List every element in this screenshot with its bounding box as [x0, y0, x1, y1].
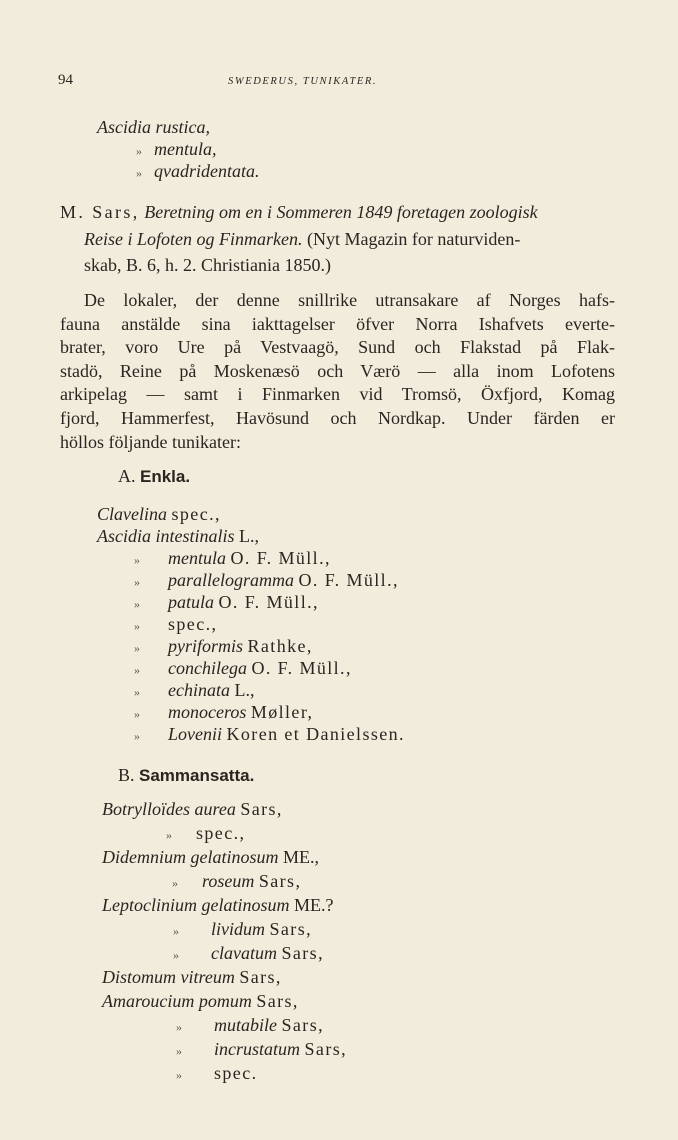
ditto-mark: » — [134, 707, 140, 721]
ditto-mark: » — [172, 876, 178, 890]
species-entry: » pyriformis Rathke, — [134, 635, 313, 659]
species-entry: » patula O. F. Müll., — [134, 591, 319, 615]
species-entry: Leptoclinium gelatinosum ME.? — [102, 895, 334, 915]
ditto-mark: » — [166, 828, 172, 842]
ditto-mark: » — [134, 685, 140, 699]
species-entry: » Lovenii Koren et Danielssen. — [134, 723, 405, 747]
reference-line-2: Reise i Lofoten og Finmarken. (Nyt Magazin for naturviden- — [84, 229, 521, 249]
species-entry: Didemnium gelatinosum ME., — [102, 847, 319, 867]
section-a-heading: A. Enkla. — [118, 466, 191, 486]
ditto-mark: » — [134, 575, 140, 589]
species-entry: » lividum Sars, — [173, 918, 312, 942]
species-entry: » conchilega O. F. Müll., — [134, 657, 352, 681]
reference-line-3: skab, B. 6, h. 2. Christiania 1850.) — [84, 255, 331, 275]
ditto-mark: » — [134, 663, 140, 677]
ditto-mark: » — [176, 1068, 182, 1082]
page-number: 94 — [58, 72, 73, 88]
species-entry: » spec. — [176, 1062, 257, 1086]
ditto-mark: » — [173, 924, 179, 938]
species-entry: » monoceros Møller, — [134, 701, 313, 725]
reference-author: M. Sars, — [60, 202, 140, 222]
species-entry: » incrustatum Sars, — [176, 1038, 347, 1062]
top-list-item: Ascidia rustica, — [97, 117, 210, 137]
section-b-heading: B. Sammansatta. — [118, 765, 255, 785]
ditto-mark: » — [134, 619, 140, 633]
ditto-mark: » — [134, 553, 140, 567]
species-entry: Clavelina spec., — [97, 504, 221, 524]
running-title: SWEDERUS, TUNIKATER. — [228, 76, 378, 87]
species-entry: Botrylloïdes aurea Sars, — [102, 799, 283, 819]
species-entry: » mentula O. F. Müll., — [134, 547, 331, 571]
ditto-mark: » — [134, 729, 140, 743]
species-entry: Ascidia intestinalis L., — [97, 526, 259, 546]
species-entry: » echinata L., — [134, 679, 254, 703]
reference-title: Beretning om en i Sommeren 1849 foretagen zoologisk — [144, 202, 538, 222]
species-entry: » roseum Sars, — [172, 870, 301, 894]
top-list-item: » mentula, — [136, 138, 217, 162]
species-entry: » spec., — [166, 822, 245, 846]
top-list-item: » qvadridentata. — [136, 160, 260, 184]
ditto-mark: » — [176, 1020, 182, 1034]
ditto-mark: » — [136, 166, 142, 180]
ditto-mark: » — [134, 641, 140, 655]
species-entry: » clavatum Sars, — [173, 942, 324, 966]
ditto-mark: » — [176, 1044, 182, 1058]
species-entry: » parallelogramma O. F. Müll., — [134, 569, 399, 593]
ditto-mark: » — [173, 948, 179, 962]
body-paragraph: De lokaler, der denne snillrike utransakare af Norges hafs- fauna anstälde sina iakttagelser öfver Norra Ishafvets everte- brater, voro Ure på Vestvaagö, Sund och Flakstad på Flak- stadö, Reine på Moskenæsö och Værö — alla inom Lofotens arkipelag — samt i Finmarken vid Tromsö, Öxfjord, Komag fjord, Hammerfest, Havösund och Nordkap. Under färden er höllos följande tunikater: — [60, 290, 615, 452]
ditto-mark: » — [134, 597, 140, 611]
species-entry: » spec., — [134, 613, 217, 637]
reference-line-1 — [60, 201, 538, 223]
species-entry: » mutabile Sars, — [176, 1014, 324, 1038]
ditto-mark: » — [136, 144, 142, 158]
species-entry: Distomum vitreum Sars, — [102, 967, 282, 987]
species-entry: Amaroucium pomum Sars, — [102, 991, 299, 1011]
